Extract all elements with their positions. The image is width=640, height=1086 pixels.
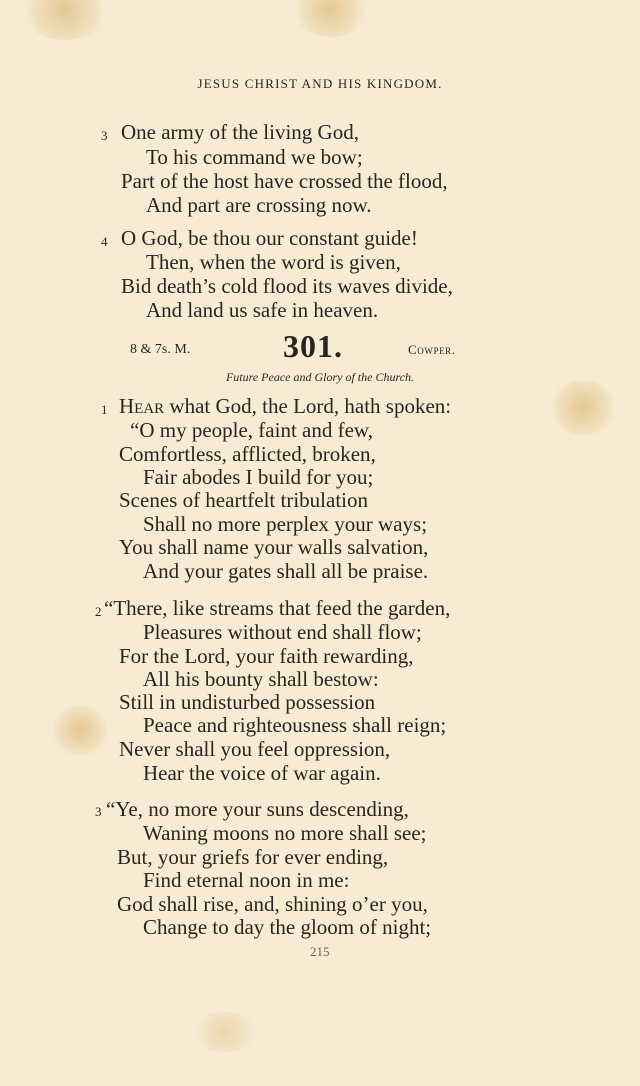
stanza-number: 3 xyxy=(101,128,108,143)
running-head: JESUS CHRIST AND HIS KINGDOM. xyxy=(197,76,443,91)
stanza-number: 1 xyxy=(101,402,108,417)
verse-line: Shall no more perplex your ways; xyxy=(143,512,428,536)
verse-line: “O my people, faint and few, xyxy=(130,418,373,442)
verse-line: Comfortless, afflicted, broken, xyxy=(119,442,376,466)
hymn-title: Future Peace and Glory of the Church. xyxy=(225,370,415,384)
hymn-author: Cowper. xyxy=(408,342,456,357)
verse-line: Still in undisturbed possession xyxy=(119,690,376,714)
verse-line: O God, be thou our constant guide! xyxy=(121,226,418,250)
verse-line: Pleasures without end shall flow; xyxy=(143,620,422,644)
verse-line: Peace and righteousness shall reign; xyxy=(143,713,447,737)
verse-line: Bid death’s cold flood its waves divide, xyxy=(121,274,453,298)
paper-stain xyxy=(50,705,110,755)
verse-line: Change to day the gloom of night; xyxy=(143,915,432,939)
verse-line: “Ye, no more your suns descending, xyxy=(106,797,409,821)
verse-line: Then, when the word is given, xyxy=(146,250,401,274)
verse-line-rest: what God, the Lord, hath spoken: xyxy=(164,394,452,418)
paper-stain xyxy=(548,380,618,435)
verse-line: Waning moons no more shall see; xyxy=(143,821,427,845)
verse-line: God shall rise, and, shining o’er you, xyxy=(117,892,428,916)
verse-line: Part of the host have crossed the flood, xyxy=(121,169,448,193)
verse-line: Hear the voice of war again. xyxy=(143,761,381,785)
paper-stain xyxy=(290,0,370,37)
verse-line: Never shall you feel oppression, xyxy=(119,737,391,761)
verse-line: And your gates shall all be praise. xyxy=(143,559,429,583)
stanza-number: 2 xyxy=(95,604,102,619)
verse-line xyxy=(119,394,451,418)
drop-word: Hear xyxy=(119,394,165,418)
verse-line: You shall name your walls salvation, xyxy=(119,535,429,559)
paper-stain xyxy=(20,0,110,40)
verse-line: But, your griefs for ever ending, xyxy=(117,845,389,869)
verse-line: And part are crossing now. xyxy=(146,193,372,217)
paper-stain xyxy=(190,1012,260,1052)
verse-line: For the Lord, your faith rewarding, xyxy=(119,644,414,668)
verse-line: Find eternal noon in me: xyxy=(143,868,350,892)
page-number: 215 xyxy=(310,944,330,959)
verse-line: And land us safe in heaven. xyxy=(146,298,379,322)
hymn-number: 301. xyxy=(283,328,343,364)
stanza-number: 4 xyxy=(101,234,108,249)
verse-line: “There, like streams that feed the garden, xyxy=(104,596,451,620)
hymn-meter: 8 & 7s. M. xyxy=(130,342,191,357)
verse-line: To his command we bow; xyxy=(146,145,363,169)
verse-line: Scenes of heartfelt tribulation xyxy=(119,488,368,512)
verse-line: All his bounty shall bestow: xyxy=(143,667,379,691)
verse-line: One army of the living God, xyxy=(121,120,359,144)
stanza-number: 3 xyxy=(95,804,102,819)
verse-line: Fair abodes I build for you; xyxy=(143,465,374,489)
